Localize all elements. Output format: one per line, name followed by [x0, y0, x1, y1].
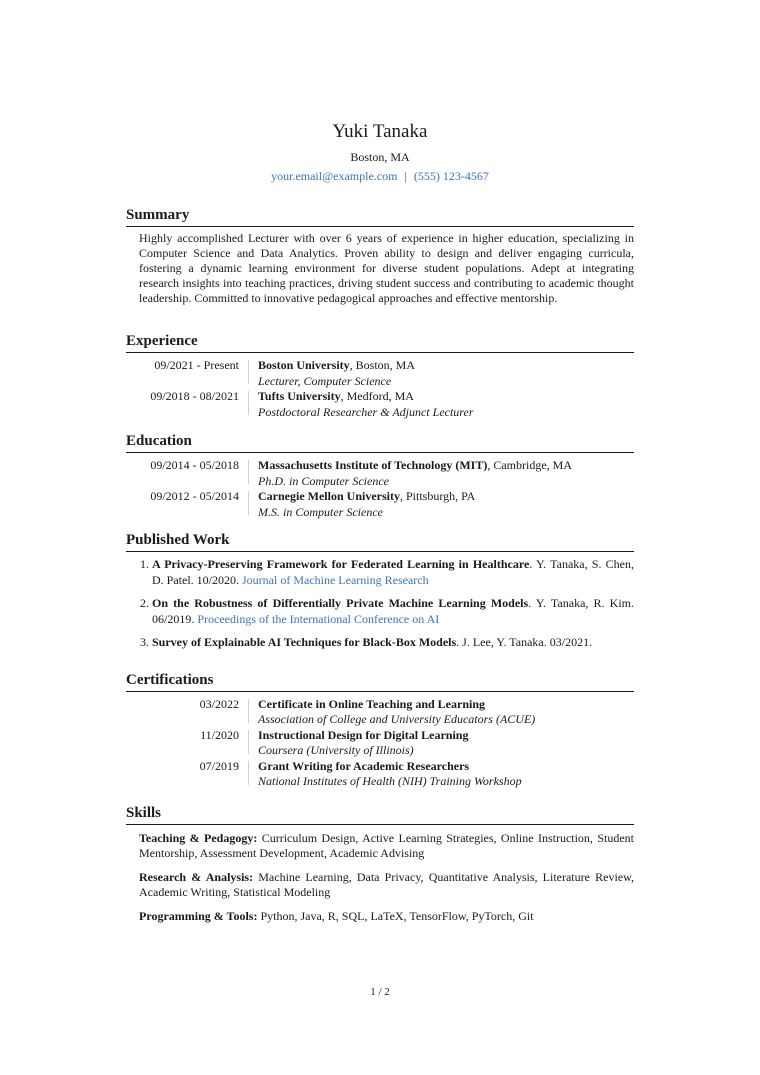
- certification-entry: [126, 728, 634, 759]
- skill-list: Python, Java, R, SQL, LaTeX, TensorFlow, PyTorch, Git: [257, 908, 534, 923]
- skill-list: Machine Learning, Data Privacy, Quantitative Analysis, Literature Review, Academic Writing, Statistical Modeling: [139, 869, 634, 899]
- contact-line: [126, 168, 634, 184]
- publication-item: [152, 635, 634, 651]
- skill-group: [139, 870, 634, 901]
- publication-item: [152, 557, 634, 588]
- entry-org: Boston University: [258, 358, 350, 372]
- entry-divider: [248, 391, 249, 415]
- skill-label: Programming & Tools:: [139, 908, 258, 923]
- publication-meta: . J. Lee, Y. Tanaka. 03/2021.: [456, 635, 593, 649]
- section-title-education: Education: [126, 432, 634, 453]
- entry-org: Carnegie Mellon University: [258, 489, 400, 503]
- entry-org: Massachusetts Institute of Technology (MIT): [258, 458, 488, 472]
- entry-date: 09/2012 - 05/2014: [150, 489, 239, 503]
- section-title-experience: Experience: [126, 332, 634, 353]
- publication-venue-link[interactable]: Journal of Machine Learning Research: [242, 572, 429, 587]
- entry-place: , Boston, MA: [349, 358, 416, 372]
- education-entry: [126, 458, 634, 489]
- resume-page: [126, 0, 634, 924]
- section-title-skills: Skills: [126, 804, 634, 825]
- email-link[interactable]: your.email@example.com: [271, 169, 398, 183]
- section-title-summary: Summary: [126, 206, 634, 227]
- entry-org: Tufts University: [258, 389, 341, 403]
- entry-place: , Pittsburgh, PA: [399, 489, 476, 503]
- publication-title: Survey of Explainable AI Techniques for Black-Box Models: [152, 635, 457, 649]
- certification-list: [126, 697, 634, 790]
- entry-date: 07/2019: [199, 758, 239, 773]
- resume-header: [126, 120, 634, 184]
- entry-date: 09/2018 - 08/2021: [150, 389, 239, 403]
- publication-meta: . Y. Tanaka, S. Chen, D. Patel. 10/2020.: [152, 557, 634, 587]
- education-list: [126, 458, 634, 520]
- entry-role: Association of College and University Educators (ACUE): [258, 712, 536, 726]
- entry-date: 11/2020: [200, 727, 239, 742]
- entry-role: Lecturer, Computer Science: [258, 373, 392, 388]
- entry-role: M.S. in Computer Science: [258, 504, 383, 519]
- publication-meta: . Y. Tanaka, R. Kim. 06/2019.: [152, 596, 634, 626]
- certifications-section: [126, 671, 634, 790]
- location: Boston, MA: [350, 150, 410, 164]
- experience-list: [126, 358, 634, 420]
- entry-divider: [248, 360, 249, 384]
- experience-section: [126, 332, 634, 420]
- publication-item: [152, 596, 634, 627]
- entry-divider: [248, 491, 249, 515]
- publication-list: [126, 557, 634, 651]
- entry-org: Certificate in Online Teaching and Learning: [258, 696, 486, 711]
- publication-title: A Privacy-Preserving Framework for Federated Learning in Healthcare: [152, 557, 530, 571]
- skill-group: [139, 831, 634, 862]
- education-section: [126, 432, 634, 520]
- skill-label: Research & Analysis:: [139, 869, 254, 884]
- entry-date: 09/2014 - 05/2018: [150, 458, 239, 472]
- skill-group: [139, 909, 634, 925]
- entry-role: Ph.D. in Computer Science: [258, 473, 389, 488]
- skill-list: Curriculum Design, Active Learning Strategies, Online Instruction, Student Mentorship, Assessment Development, Academic Advising: [139, 830, 634, 860]
- summary-section: [126, 206, 634, 306]
- section-title-published-work: Published Work: [126, 531, 634, 552]
- entry-org: Instructional Design for Digital Learning: [258, 727, 469, 742]
- experience-entry: [126, 389, 634, 420]
- experience-entry: [126, 358, 634, 389]
- page-number: 1 / 2: [370, 986, 390, 998]
- entry-place: , Cambridge, MA: [487, 458, 572, 472]
- entry-role: Coursera (University of Illinois): [258, 743, 414, 757]
- entry-org: Grant Writing for Academic Researchers: [258, 758, 470, 773]
- phone-link[interactable]: (555) 123-4567: [413, 169, 489, 183]
- publication-venue-link[interactable]: Proceedings of the International Conference on AI: [197, 611, 440, 626]
- entry-divider: [248, 730, 249, 754]
- skills-section: [126, 804, 634, 925]
- section-title-certifications: Certifications: [126, 671, 634, 692]
- certification-entry: [126, 759, 634, 790]
- certification-entry: [126, 697, 634, 728]
- entry-date: 09/2021 - Present: [154, 358, 239, 372]
- contact-separator: |: [404, 169, 407, 183]
- entry-divider: [248, 699, 249, 723]
- summary-text: Highly accomplished Lecturer with over 6 years of experience in higher education, specializing in Computer Science and Data Analytics. Proven ability to design and deliver engaging curricula, fostering a dynamic learning environment for diverse student populations. Adept at integrating research insights into teaching practices, driving student success and contributing to academic thought leadership. Committed to innovative pedagogical approaches and effective mentorship.: [139, 231, 634, 305]
- publications-section: [126, 531, 634, 651]
- entry-role: Postdoctoral Researcher & Adjunct Lecturer: [258, 404, 474, 419]
- entry-date: 03/2022: [199, 696, 239, 711]
- entry-role: National Institutes of Health (NIH) Training Workshop: [258, 774, 522, 788]
- education-entry: [126, 489, 634, 520]
- entry-divider: [248, 460, 249, 484]
- entry-place: , Medford, MA: [340, 389, 414, 403]
- skill-label: Teaching & Pedagogy:: [139, 830, 258, 845]
- person-name: Yuki Tanaka: [332, 121, 428, 142]
- entry-divider: [248, 761, 249, 785]
- publication-title: On the Robustness of Differentially Private Machine Learning Models: [152, 596, 529, 610]
